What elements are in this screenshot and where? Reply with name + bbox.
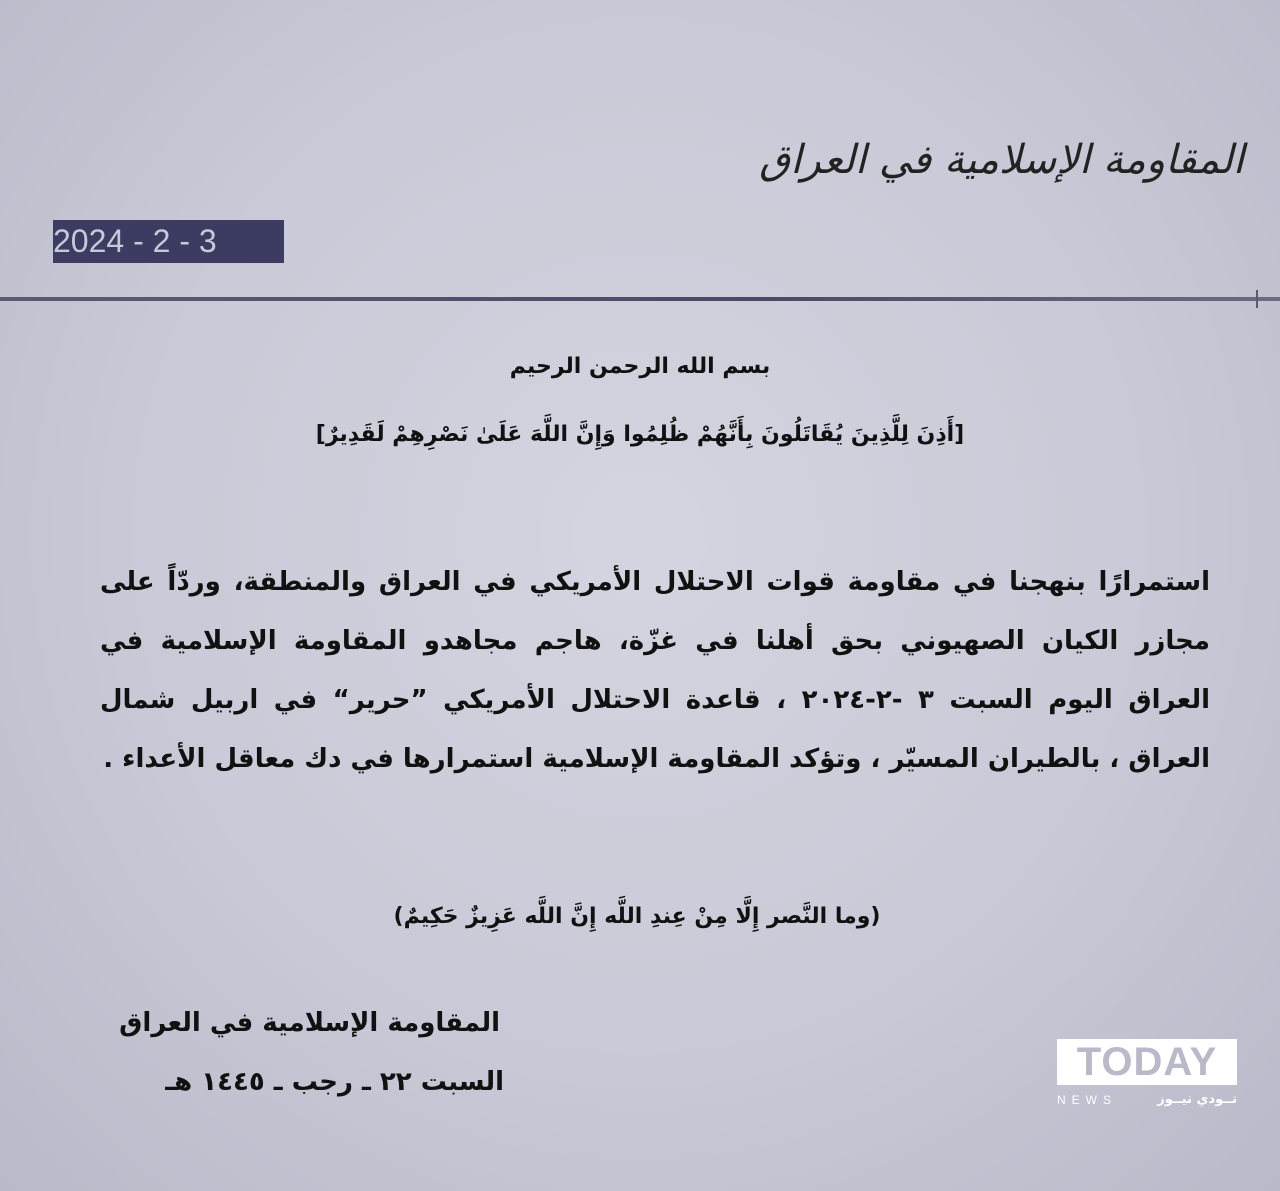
statement-body: استمرارًا بنهجنا في مقاومة قوات الاحتلال الأمريكي في العراق والمنطقة، وردّاً على مجازر الكيان الصهيوني بحق أهلنا في غزّة، هاجم مجاهدو المقاومة الإسلامية في العراق اليوم السبت ٣ -٢-٢٠٢٤ ، قاعدة الاحتلال الأمريكي ”حرير“ في اربيل شمال العراق ، بالطيران المسيّر ، وتؤكد المقاومة الإسلامية استمرارها في دك معاقل الأعداء .: [100, 567, 1211, 774]
header-divider: [0, 297, 1280, 301]
news-logo-ar: تــودي نيــوز: [1157, 1092, 1237, 1107]
organization-logo: المقاومة الإسلامية في العراق: [759, 137, 1244, 183]
basmala: بسم الله الرحمن الرحيم: [509, 354, 771, 379]
signature-date: السبت ٢٢ ـ رجب ـ ١٤٤٥ هـ: [165, 1067, 504, 1097]
date-badge: [53, 220, 284, 263]
opening-verse: [أَذِنَ لِلَّذِينَ يُقَاتَلُونَ بِأَنَّهُمْ ظُلِمُوا وَإِنَّ اللَّهَ عَلَىٰ نَصْرِهِمْ لَقَدِيرٌ]: [315, 422, 965, 447]
news-logo-subtitle: [1057, 1089, 1237, 1111]
signature-name: المقاومة الإسلامية في العراق: [119, 1008, 500, 1038]
news-watermark-logo: [1057, 1039, 1240, 1111]
news-logo-brand: TODAY: [1057, 1039, 1237, 1085]
closing-verse: (وما النَّصر إِلَّا مِنْ عِندِ اللَّه إِنَّ اللَّه عَزِيزٌ حَكِيمٌ): [393, 904, 881, 929]
news-logo-en: NEWS: [1057, 1093, 1117, 1107]
header-divider-cap: [1256, 290, 1258, 308]
date-text: 2024 - 2 - 3: [53, 223, 217, 259]
